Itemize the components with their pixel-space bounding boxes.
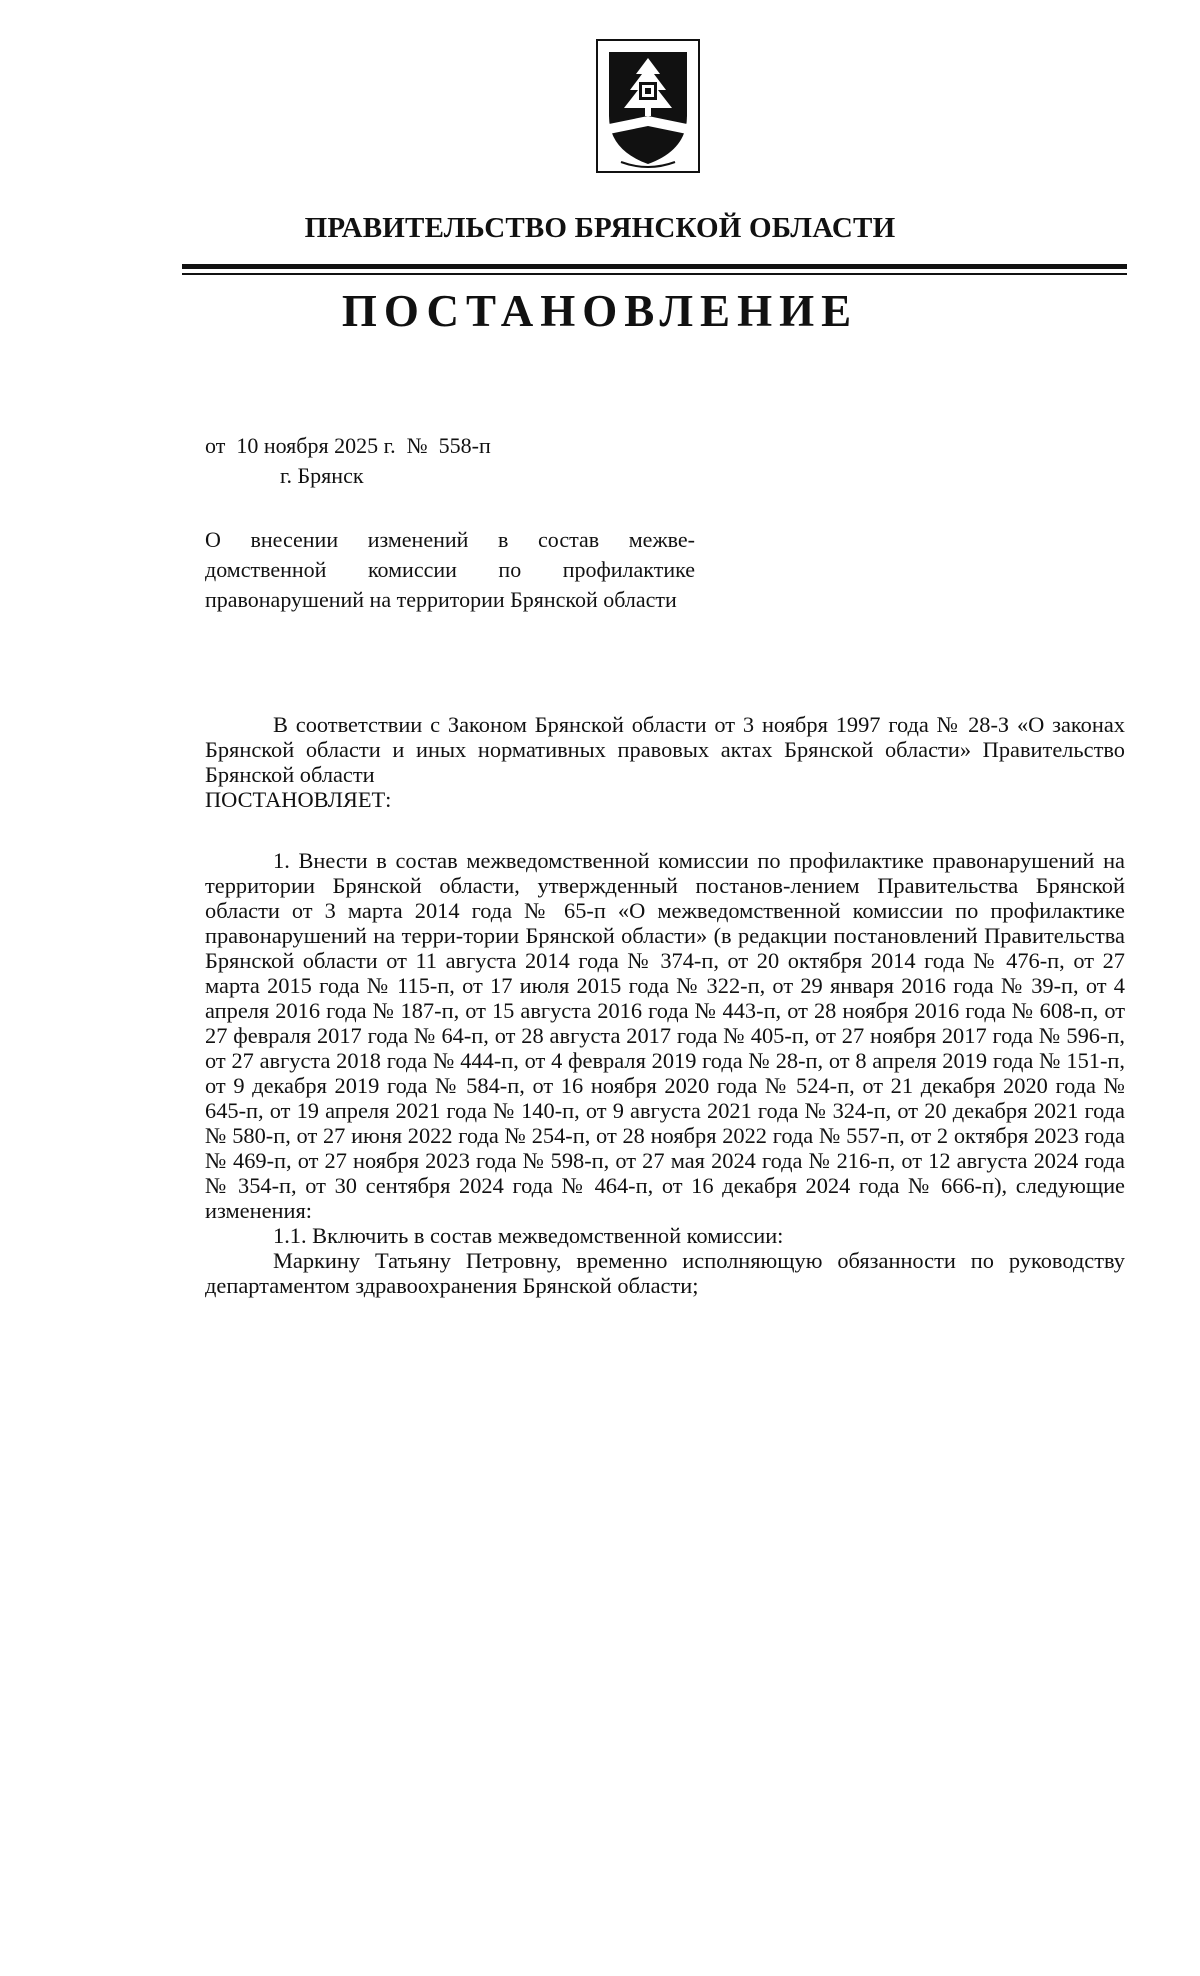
item-1-paragraph: 1. Внести в состав межведомственной комиссии по профилактике правонарушений на территории Брянской области, утвержденный постанов-лением Правительства Брянской области от 3 марта 2014 года № 65-п «О межведомственной комиссии по профилактике правонарушений на терри-тории Брянской области» (в редакции постановлений Правительства Брянской области от 11 августа 2014 года № 374-п, от 20 октября 2014 года № 476-п, от 27 марта 2015 года № 115-п, от 17 июля 2015 года № 322-п, от 29 января 2016 года № 39-п, от 4 апреля 2016 года № 187-п, от 15 августа 2016 года № 443-п, от 28 ноября 2016 года № 608-п, от 27 февраля 2017 года № 64-п, от 28 августа 2017 года № 405-п, от 27 ноября 2017 года № 596-п, от 27 августа 2018 года № 444-п, от 4 февраля 2019 года № 28-п, от 8 апреля 2019 года № 151-п, от 9 декабря 2019 года № 584-п, от 16 ноября 2020 года № 524-п, от 21 декабря 2020 года № 645-п, от 19 апреля 2021 года № 140-п, от 9 августа 2021 года № 324-п, от 20 декабря 2021 года № 580-п, от 27 июня 2022 года № 254-п, от 28 ноября 2022 года № 557-п, от 2 октября 2023 года № 469-п, от 27 ноября 2023 года № 598-п, от 27 мая 2024 года № 216-п, от 12 августа 2024 года № 354-п, от 30 сентября 2024 года № 464-п, от 16 декабря 2024 года № 666-п), следующие изменения: — [205, 848, 1125, 1223]
bryansk-region-coat-of-arms-icon — [595, 38, 701, 174]
issuing-authority: ПРАВИТЕЛЬСТВО БРЯНСКОЙ ОБЛАСТИ — [304, 212, 896, 244]
item-1-1-paragraph: 1.1. Включить в состав межведомственной комиссии: — [273, 1223, 784, 1248]
person-paragraph: Маркину Татьяну Петровну, временно исполняющую обязанности по руководству департаментом здравоохранения Брянской области; — [205, 1248, 1125, 1298]
document-date-number: от 10 ноября 2025 г. № 558-п — [205, 433, 491, 458]
document-body — [205, 712, 1125, 1298]
paragraph-spacer — [205, 812, 1125, 848]
document-type-title: ПОСТАНОВЛЕНИЕ — [341, 286, 859, 336]
header-divider-thick — [182, 264, 1127, 269]
header-divider-thin — [182, 273, 1127, 275]
document-city: г. Брянск — [280, 463, 364, 488]
resolves-heading: ПОСТАНОВЛЯЕТ: — [205, 787, 392, 812]
document-subject: О внесении изменений в состав межве-домственной комиссии по профилактике правонарушений на территории Брянской области — [205, 527, 695, 612]
preamble-paragraph: В соответствии с Законом Брянской области от 3 ноября 1997 года № 28-З «О законах Брянской области и иных нормативных правовых актах Брянской области» Правительство Брянской области — [205, 712, 1125, 787]
